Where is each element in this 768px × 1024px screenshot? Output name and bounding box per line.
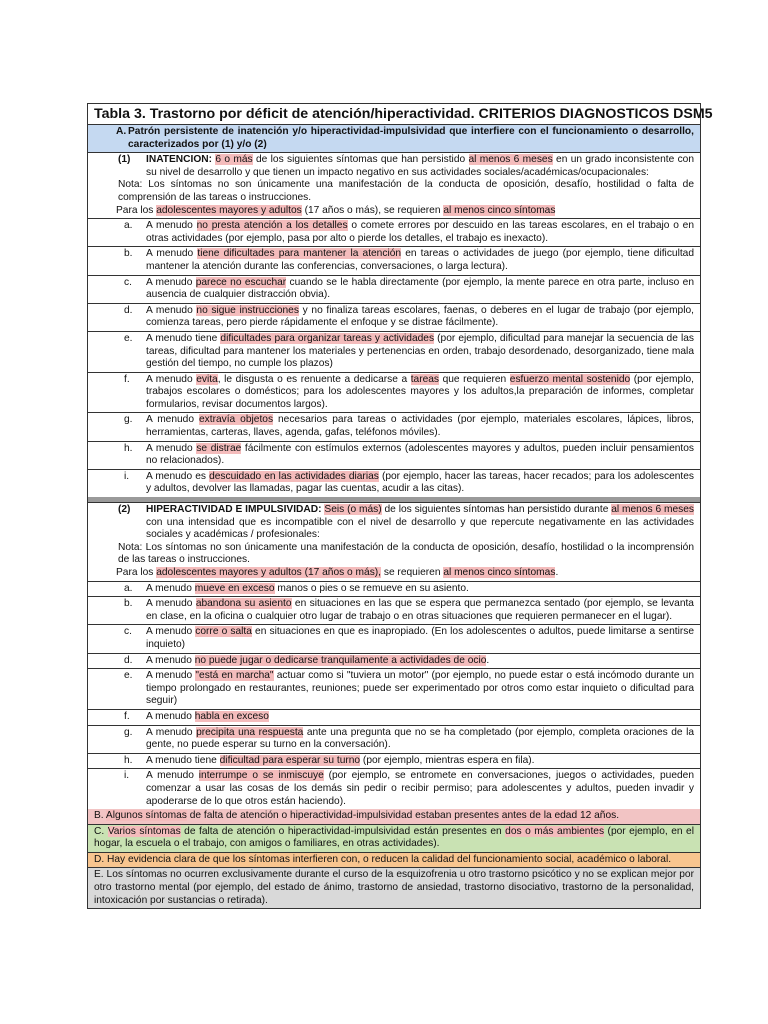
inattention-section bbox=[88, 153, 700, 219]
item-label: i. bbox=[124, 470, 130, 482]
hyperactivity-count: Seis (o más) bbox=[324, 504, 382, 516]
hyperactivity-duration: al menos 6 meses bbox=[611, 504, 694, 516]
criterion-d-row bbox=[88, 853, 700, 869]
inattention-item-b bbox=[88, 247, 700, 275]
item-text: A menudo precipita una respuesta ante una pregunta que no se ha completado (por ejemplo, completa oraciones de la gente, no puede esperar su turno en la conversación). bbox=[146, 726, 694, 751]
hyperactivity-requirement: Para los adolescentes mayores y adultos (17 años o más), se requieren al menos cinco síntomas. bbox=[116, 567, 559, 578]
hyperactivity-item-d bbox=[88, 654, 700, 670]
item-label: h. bbox=[124, 442, 133, 454]
item-label: f. bbox=[124, 710, 130, 722]
item-label: a. bbox=[124, 582, 133, 594]
item-label: e. bbox=[124, 670, 133, 682]
item-label: i. bbox=[124, 770, 130, 782]
item-text: A menudo abandona su asiento en situaciones en las que se espera que permanezca sentado (por ejemplo, se levanta en clase, en la oficina o cualquier otro lugar de trabajo o en otras situaciones que requieren permanecer en el lugar). bbox=[146, 598, 694, 622]
item-label: a. bbox=[124, 220, 133, 232]
item-label: e. bbox=[124, 332, 133, 344]
inattention-note: Nota: Los síntomas no son únicamente una manifestación de la conducta de oposición, desafío, hostilidad o falta de comprensión de las tareas o instrucciones. bbox=[118, 179, 694, 203]
inattention-item-i bbox=[88, 470, 700, 497]
criterion-b-row: B. Algunos síntomas de falta de atención o hiperactividad-impulsividad estaban presentes antes de la edad 12 años. bbox=[88, 809, 700, 825]
hyperactivity-item-e bbox=[88, 669, 700, 710]
item-label: g. bbox=[124, 414, 133, 426]
item-text: A menudo mueve en exceso manos o pies o se remueve en su asiento. bbox=[146, 582, 469, 594]
item-text: A menudo tiene dificultades para mantener la atención en tareas o actividades de juego (por ejemplo, tiene dificultad mantener la atención durante las conferencias, conversaciones, o larga lectura). bbox=[146, 248, 694, 272]
inattention-duration: al menos 6 meses bbox=[468, 154, 553, 166]
hyperactivity-item-g bbox=[88, 726, 700, 754]
criterion-a-label: A. bbox=[116, 126, 127, 137]
dsm5-criteria-table bbox=[87, 103, 713, 909]
item-text: A menudo evita, le disgusta o es renuente a dedicarse a tareas que requieren esfuerzo mental sostenido (por ejemplo, trabajos escolares o domésticos; para los adolescentes mayores y los adultos,la preparación de informes, completar formularios, revisar documentos largos). bbox=[146, 373, 694, 410]
inattention-count: 6 o más bbox=[215, 154, 253, 166]
item-label: c. bbox=[124, 626, 132, 638]
item-text: A menudo no sigue instrucciones y no finaliza tareas escolares, faenas, o deberes en el lugar de trabajo (por ejemplo, comienza tareas, pero pierde rápidamente el enfoque y se distrae fácilmente). bbox=[146, 304, 694, 329]
hyperactivity-note: Nota: Los síntomas no son únicamente una manifestación de la conducta de oposición, desafío, hostilidad o la incomprensión de las tareas o instrucciones. bbox=[118, 541, 694, 566]
inattention-text1: de los siguientes síntomas que han persistido bbox=[252, 154, 469, 166]
criterion-a-text: Patrón persistente de inatención y/o hiperactividad-impulsividad que interfiere con el funcionamiento o desarrollo, caracterizados por (1) y/o (2) bbox=[128, 126, 694, 150]
inattention-item-e bbox=[88, 332, 700, 373]
inattention-item-d bbox=[88, 304, 700, 332]
item-text: A menudo tiene dificultades para organizar tareas y actividades (por ejemplo, dificultad para manejar la secuencia de las tareas, dificultad para mantener los materiales y pertenencias en orden, trabajo desordenado, desorganizado, tiene mala gestión del tiempo, no cumple los plazos) bbox=[146, 332, 694, 370]
item-text: A menudo habla en exceso bbox=[146, 710, 269, 722]
item-text: A menudo es descuidado en las actividades diarias (por ejemplo, hacer las tareas, hacer recados; para los adolescentes y adultos, devolver las llamadas, pagar las cuentas, acudir a las citas). bbox=[146, 470, 694, 495]
hyperactivity-item-a bbox=[88, 582, 700, 598]
item-text: A menudo extravía objetos necesarios para tareas o actividades (por ejemplo, materiales escolares, lápices, libros, herramientas, carteras, llaves, agenda, gafas, teléfonos móviles). bbox=[146, 414, 694, 439]
hyperactivity-heading: HIPERACTIVIDAD E IMPULSIVIDAD: bbox=[146, 504, 322, 516]
inattention-item-a bbox=[88, 219, 700, 247]
inattention-item-f bbox=[88, 373, 700, 414]
item-label: b. bbox=[124, 598, 133, 610]
item-label: h. bbox=[124, 754, 133, 766]
criterion-d-text: D. Hay evidencia clara de que los síntomas interfieren con, o reducen la calidad del funcionamiento social, académico o laboral. bbox=[94, 853, 672, 865]
inattention-item-c bbox=[88, 276, 700, 304]
item-text: A menudo no presta atención a los detalles o comete errores por descuido en las tareas escolares, en el trabajo o en otras actividades (por ejemplo, pasa por alto o pierde los detalles, el trabajo es inexacto). bbox=[146, 220, 694, 244]
table-title: Tabla 3. Trastorno por déficit de atención/hiperactividad. CRITERIOS DIAGNOSTICOS DSM5 bbox=[88, 104, 700, 125]
hyperactivity-item-b bbox=[88, 597, 700, 625]
item-label: d. bbox=[124, 304, 133, 316]
item-label: d. bbox=[124, 654, 133, 666]
item-text: A menudo interrumpe o se inmiscuye (por ejemplo, se entromete en conversaciones, juegos o actividades, pueden comenzar a usar las cosas de los demás sin pedir o recibir permiso; para adolescentes y adultos, pueden invadir y apoderarse de lo que otros están haciendo). bbox=[146, 770, 694, 807]
hyperactivity-item-h bbox=[88, 754, 700, 770]
item-text: A menudo no puede jugar o dedicarse tranquilamente a actividades de ocio. bbox=[146, 654, 490, 666]
item-text: A menudo se distrae fácilmente con estímulos externos (adolescentes mayores y adultos, pueden incluir pensamientos no relacionados). bbox=[146, 442, 694, 467]
hyperactivity-text1: de los siguientes síntomas han persistido durante bbox=[381, 504, 612, 516]
item-label: c. bbox=[124, 276, 132, 288]
inattention-item-g bbox=[88, 413, 700, 441]
inattention-label: (1) bbox=[118, 154, 131, 166]
inattention-requirement: Para los adolescentes mayores y adultos (17 años o más), se requieren al menos cinco síntomas bbox=[116, 204, 556, 216]
criterion-e-text: E. Los síntomas no ocurren exclusivamente durante el curso de la esquizofrenia u otro trastorno psicótico y no se explican mejor por otro trastorno mental (por ejemplo, del estado de ánimo, trastorno de ansiedad, trastorno disociativo, trastorno de la personalidad, intoxicación por sustancias o retirada). bbox=[94, 869, 694, 906]
criterion-c-row: C. Varios síntomas de falta de atención o hiperactividad-impulsividad están presentes en dos o más ambientes (por ejemplo, en el hogar, la escuela o el trabajo, con amigos o familiares, en otras actividades). bbox=[88, 825, 700, 853]
item-label: b. bbox=[124, 248, 133, 260]
inattention-item-h bbox=[88, 442, 700, 470]
item-label: f. bbox=[124, 373, 130, 385]
hyperactivity-item-f bbox=[88, 710, 700, 726]
criterion-a-row bbox=[88, 125, 700, 153]
item-text: A menudo parece no escuchar cuando se le habla directamente (por ejemplo, la mente parece en otra parte, incluso en ausencia de cualquier distracción obvia). bbox=[146, 276, 694, 301]
item-text: A menudo tiene dificultad para esperar su turno (por ejemplo, mientras espera en fila). bbox=[146, 754, 535, 766]
inattention-text2: en un grado inconsistente con su nivel de desarrollo y que tienen un impacto negativo en sus actividades sociales/académicas/ocupacionales: bbox=[146, 154, 694, 178]
hyperactivity-section bbox=[88, 503, 700, 582]
hyperactivity-text2: con una intensidad que es incompatible con el nivel de desarrollo y que repercute negativamente en las actividades sociales y académicas / profesionales: bbox=[146, 516, 694, 541]
hyperactivity-label: (2) bbox=[118, 504, 131, 516]
inattention-heading: INATENCION: bbox=[146, 154, 213, 166]
hyperactivity-item-i bbox=[88, 769, 700, 809]
criterion-e-row bbox=[88, 868, 700, 908]
item-text: A menudo corre o salta en situaciones en que es inapropiado. (En los adolescentes o adultos, puede limitarse a sentirse inquieto) bbox=[146, 626, 694, 650]
hyperactivity-item-c bbox=[88, 625, 700, 653]
item-text: A menudo "está en marcha" actuar como si "tuviera un motor" (por ejemplo, no puede estar o está incómodo durante un tiempo prolongado en restaurantes, reuniones; puede ser experimentado por otros como estar inquieto o dificultad para seguir) bbox=[146, 670, 694, 707]
item-label: g. bbox=[124, 726, 133, 738]
